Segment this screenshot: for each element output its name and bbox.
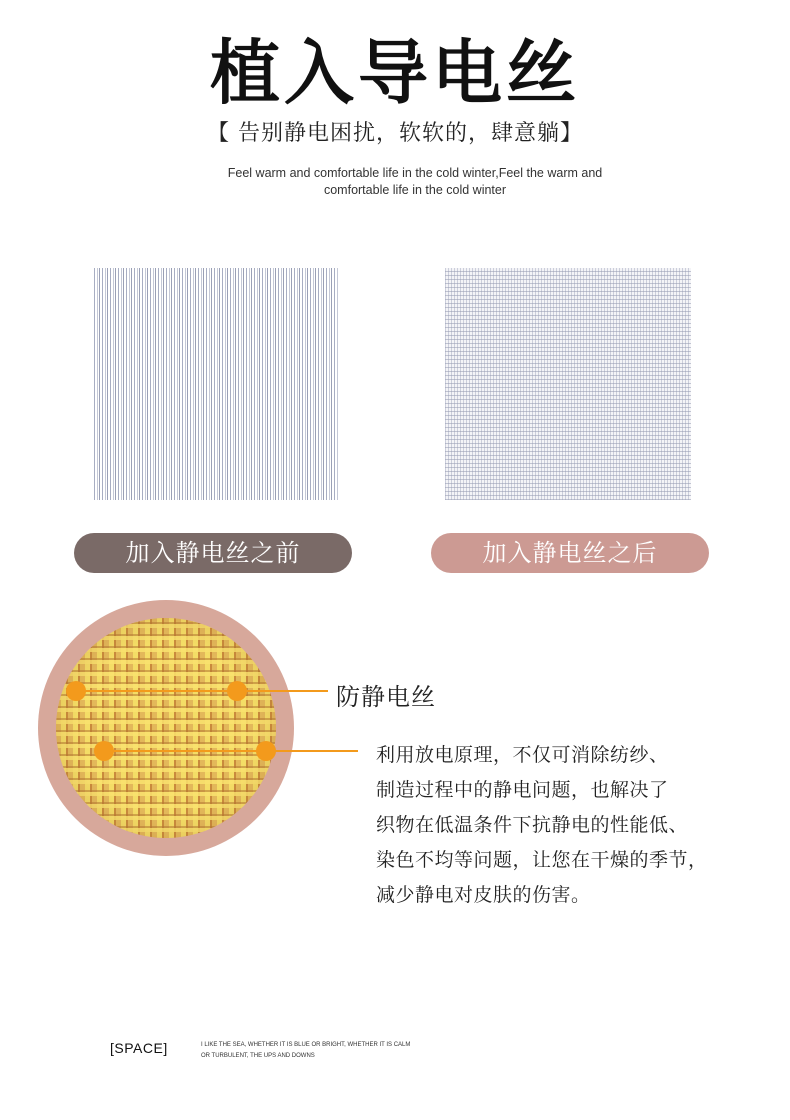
page-title: 植入导电丝 — [210, 32, 580, 114]
description-line: 利用放电原理，不仅可消除纺纱、 — [376, 744, 669, 766]
footer-text-line-1: I LIKE THE SEA, WHETHER IT IS BLUE OR BRIGHT, WHETHER IT IS CALM — [201, 1042, 411, 1048]
weave-texture — [56, 618, 276, 838]
description-line: 减少静电对皮肤的伤害。 — [376, 884, 591, 906]
english-description-line-1: Feel warm and comfortable life in the cold winter,Feel the warm and — [227, 166, 603, 180]
callout-dot — [66, 681, 86, 701]
description-line: 染色不均等问题，让您在干燥的季节， — [376, 849, 708, 871]
footer-text — [201, 1040, 431, 1062]
english-description-line-2: comfortable life in the cold winter — [323, 183, 507, 197]
fabric-after-image — [445, 268, 691, 500]
feature-description — [376, 738, 776, 913]
description-line: 制造过程中的静电问题，也解决了 — [376, 779, 669, 801]
description-line: 织物在低温条件下抗静电的性能低、 — [376, 814, 689, 836]
callout-dot — [227, 681, 247, 701]
weave-shading — [56, 618, 276, 838]
footer-text-line-2: OR TURBULENT, THE UPS AND DOWNS — [201, 1053, 315, 1059]
subtitle: 【 告别静电困扰，软软的，肆意躺】 — [207, 121, 583, 146]
callout-line-description — [104, 750, 358, 752]
anti-static-wire-label: 防静电丝 — [336, 683, 436, 711]
after-label-badge: 加入静电丝之后 — [431, 533, 709, 573]
callout-dot — [256, 741, 276, 761]
weave-closeup-circle — [38, 600, 294, 856]
english-description — [195, 165, 635, 199]
before-label-badge: 加入静电丝之前 — [74, 533, 352, 573]
callout-dot — [94, 741, 114, 761]
fabric-before-image — [92, 268, 338, 500]
footer-space-tag: [SPACE] — [110, 1040, 168, 1056]
callout-line-wire — [76, 690, 328, 692]
